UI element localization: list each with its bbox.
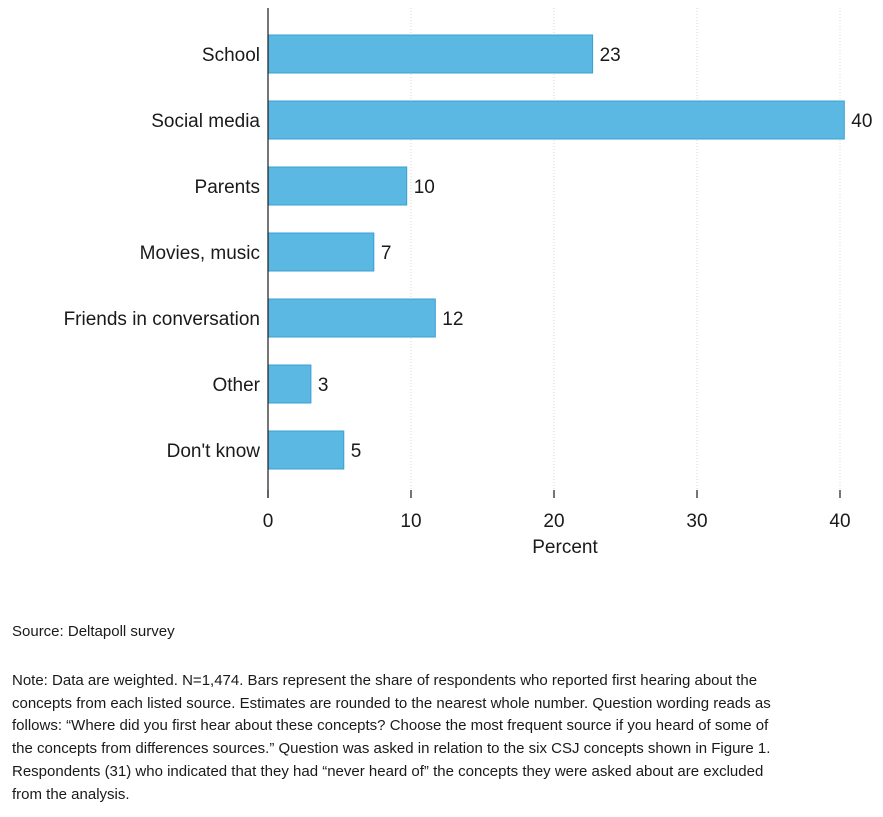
- category-label: Parents: [194, 177, 260, 198]
- x-axis-label: Percent: [532, 537, 598, 558]
- bar: [268, 101, 844, 139]
- category-label: Social media: [151, 111, 260, 132]
- data-label: 5: [350, 441, 362, 462]
- source-note: Source: Deltapoll survey: [12, 623, 175, 640]
- data-label: 7: [380, 243, 392, 264]
- x-tick-label: 40: [829, 511, 851, 532]
- data-label: 10: [413, 177, 435, 198]
- x-tick-label: 10: [400, 511, 422, 532]
- bar: [268, 365, 311, 403]
- category-label: School: [201, 45, 260, 66]
- data-label: 3: [317, 375, 329, 396]
- category-label: Other: [212, 375, 260, 396]
- bar: [268, 299, 435, 337]
- x-tick-label: 0: [262, 511, 274, 532]
- methodology-note: Note: Data are weighted. N=1,474. Bars represent the share of respondents who reported first hearing about the concepts from each listed source. Estimates are rounded to the nearest whole number. Question wording reads as follows: “Where did you first hear about these concepts? Choose the most frequent source if you heard of some of the concepts from differences sources.” Question was asked in relation to the six CSJ concepts shown in Figure 1. Respondents (31) who indicated that they had “never heard of” the concepts they were asked about are excluded from the analysis.: [12, 672, 771, 803]
- bar: [268, 167, 407, 205]
- bar: [268, 233, 374, 271]
- x-tick-label: 30: [686, 511, 708, 532]
- category-label: Friends in conversation: [63, 309, 260, 330]
- bars: [64, 35, 873, 469]
- category-label: Don't know: [166, 441, 260, 462]
- data-label: 12: [442, 309, 464, 330]
- category-label: Movies, music: [139, 243, 260, 264]
- gridlines: [411, 8, 840, 490]
- bar: [268, 35, 593, 73]
- data-label: 40: [851, 111, 873, 132]
- data-label: 23: [599, 45, 621, 66]
- x-tick-label: 20: [543, 511, 565, 532]
- bar: [268, 431, 344, 469]
